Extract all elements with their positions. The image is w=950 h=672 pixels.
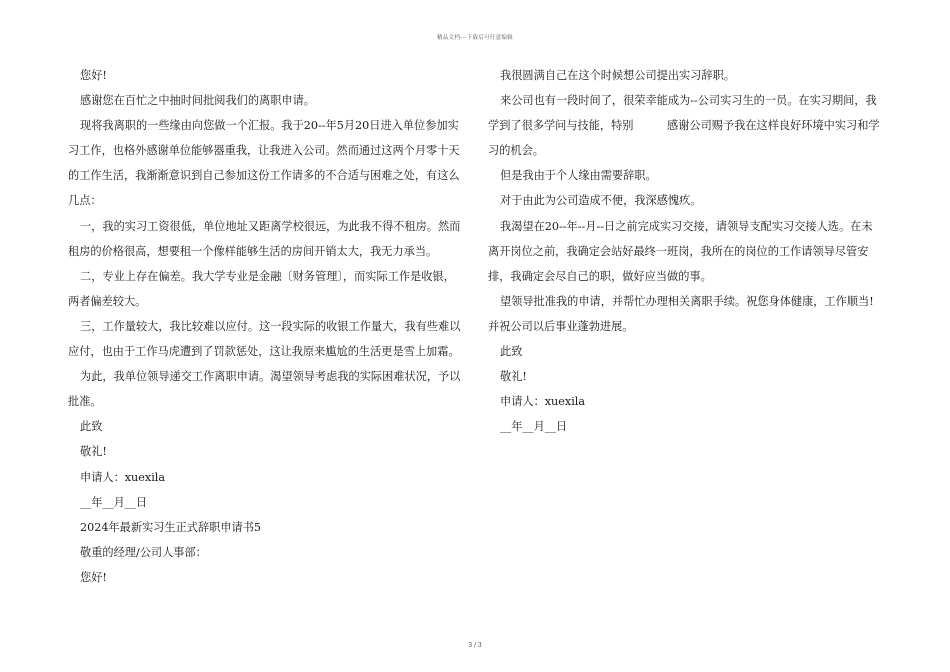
paragraph: 我渴望在20--年--月--日之前完成实习交接，请领导支配实习交接人选。在未离开岗位之前，我确定会站好最终一班岗，我所在的岗位的工作请领导尽管安排，我确定会尽自己的职，做好应当做的事。 (488, 219, 873, 283)
paragraph: __年__月__日 (500, 420, 568, 434)
paragraph: 一，我的实习工资很低，单位地址又距离学校很远，为此我不得不租房。然而租房的价格很高，想要租一个像样能够生活的房间开销太大，我无力承当。 (68, 219, 461, 258)
paragraph: 三，工作量较大，我比较难以应付。这一段实际的收银工作量大，我有些难以应付，也由于工作马虎遭到了罚款惩处，这让我原来尴尬的生活更是雪上加霜。 (68, 319, 461, 359)
paragraph: 二，专业上存在偏差。我大学专业是金融〔财务管理〕，而实际工作是收银，两者偏差较大。 (68, 269, 455, 308)
paragraph: 来公司也有一段时间了，很荣幸能成为--公司实习生的一员。在实习期间，我学到了很多学问与技能，特别 感谢公司赐予我在这样良好环境中实习和学习的机会。 (488, 94, 880, 158)
paragraph: 您好! (80, 570, 107, 584)
paragraph: 敬重的经理/公司人事部： (80, 545, 207, 559)
paragraph: 申请人：xuexila (80, 470, 166, 484)
paragraph: 敬礼! (500, 370, 527, 384)
paragraph: 为此，我单位领导递交工作离职申请。渴望领导考虑我的实际困难状况，予以批准。 (68, 370, 461, 409)
paragraph: 您好! (80, 69, 107, 82)
paragraph: 此致 (80, 420, 103, 434)
paragraph: 望领导批准我的申请，并帮忙办理相关离职手续。祝您身体健康，工作顺当!并祝公司以后事业蓬勃进展。 (488, 294, 874, 333)
paragraph: 敬礼! (80, 445, 107, 459)
paragraph: 此致 (500, 345, 523, 359)
paragraph: 但是我由于个人缘由需要辞职。 (500, 169, 657, 183)
paragraph: 感谢您在百忙之中抽时间批阅我们的离职申请。 (80, 94, 315, 108)
paragraph: 对于由此为公司造成不便，我深感愧疚。 (500, 194, 702, 208)
paragraph: 2024年最新实习生正式辞职申请书5 (80, 520, 262, 534)
paragraph: __年__月__日 (80, 495, 148, 509)
page-header: 精品文档---下载后可任意编辑 (436, 35, 514, 41)
paragraph: 现将我离职的一些缘由向您做一个汇报。我于20--年5月20日进入单位参加实习工作，也格外感谢单位能够器重我，让我进入公司。然而通过这两个月零十天的工作生活，我渐渐意识到自己参加这份工作请多的不合适与困难之处，有这么几点： (68, 119, 460, 208)
left-column (68, 63, 463, 590)
paragraph: 申请人：xuexila (500, 395, 586, 409)
right-column (488, 63, 883, 439)
paragraph: 我很圆满自己在这个时候想公司提出实习辞职。 (500, 69, 735, 82)
page-number: 3 / 3 (468, 642, 482, 649)
